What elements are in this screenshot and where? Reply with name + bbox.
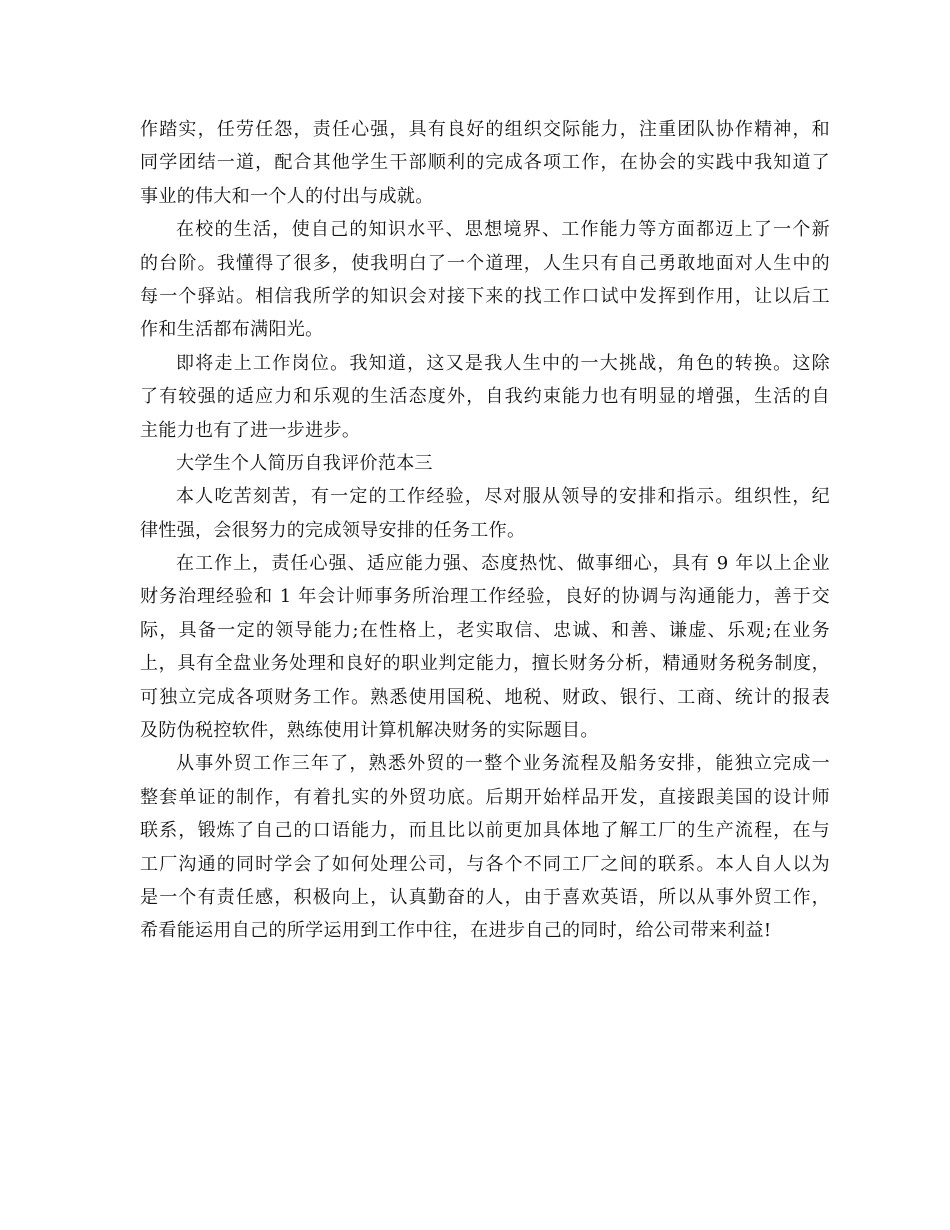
text-line: 希看能运用自己的所学运用到工作中往，在进步自己的同时，给公司带来利益! [140,920,772,942]
text-line: 从事外贸工作三年了，熟悉外贸的一整个业务流程及船务安排，能独立完成一 [176,753,830,775]
text-line: 主能力也有了进一步进步。 [140,419,361,441]
text-line: 及防伪税控软件，熟练使用计算机解决财务的实际题目。 [140,720,599,742]
text-line: 事业的伟大和一个人的付出与成就。 [140,185,434,207]
text-line: 是一个有责任感，积极向上，认真勤奋的人，由于喜欢英语，所以从事外贸工作， [140,886,830,908]
text-line: 际，具备一定的领导能力;在性格上，老实取信、忠诚、和善、谦虚、乐观;在业务 [140,619,830,641]
document-body [140,113,830,948]
text-line: 作和生活都布满阳光。 [140,319,324,341]
text-line: 的台阶。我懂得了很多，使我明白了一个道理，人生只有自己勇敢地面对人生中的 [140,252,830,274]
text-line: 了有较强的适应力和乐观的生活态度外，自我约束能力也有明显的增强，生活的自 [140,386,830,408]
text-line: 即将走上工作岗位。我知道，这又是我人生中的一大挑战，角色的转换。这除 [176,352,830,374]
text-line: 可独立完成各项财务工作。熟悉使用国税、地税、财政、银行、工商、统计的报表 [140,686,830,708]
text-line: 工厂沟通的同时学会了如何处理公司，与各个不同工厂之间的联系。本人自人以为 [140,853,830,875]
text-line: 上，具有全盘业务处理和良好的职业判定能力，擅长财务分析，精通财务税务制度， [140,653,830,675]
text-line: 在工作上，责任心强、适应能力强、态度热忱、做事细心，具有 9 年以上企业 [176,553,830,575]
text-line: 每一个驿站。相信我所学的知识会对接下来的找工作口试中发挥到作用，让以后工 [140,285,830,307]
text-line: 在校的生活，使自己的知识水平、思想境界、工作能力等方面都迈上了一个新 [176,219,830,241]
text-line: 作踏实，任劳任怨，责任心强，具有良好的组织交际能力，注重团队协作精神，和 [140,119,830,140]
section-heading: 大学生个人简历自我评价范本三 [176,452,433,474]
text-line: 律性强，会很努力的完成领导安排的任务工作。 [140,519,526,541]
text-line: 联系，锻炼了自己的口语能力，而且比以前更加具体地了解工厂的生产流程，在与 [140,820,830,842]
text-line: 本人吃苦刻苦，有一定的工作经验，尽对服从领导的安排和指示。组织性，纪 [176,486,830,508]
text-line: 同学团结一道，配合其他学生干部顺利的完成各项工作，在协会的实践中我知道了 [140,152,830,174]
text-line: 财务治理经验和 1 年会计师事务所治理工作经验，良好的协调与沟通能力，善于交 [140,586,830,608]
text-line: 整套单证的制作，有着扎实的外贸功底。后期开始样品开发，直接跟美国的设计师 [140,786,830,808]
